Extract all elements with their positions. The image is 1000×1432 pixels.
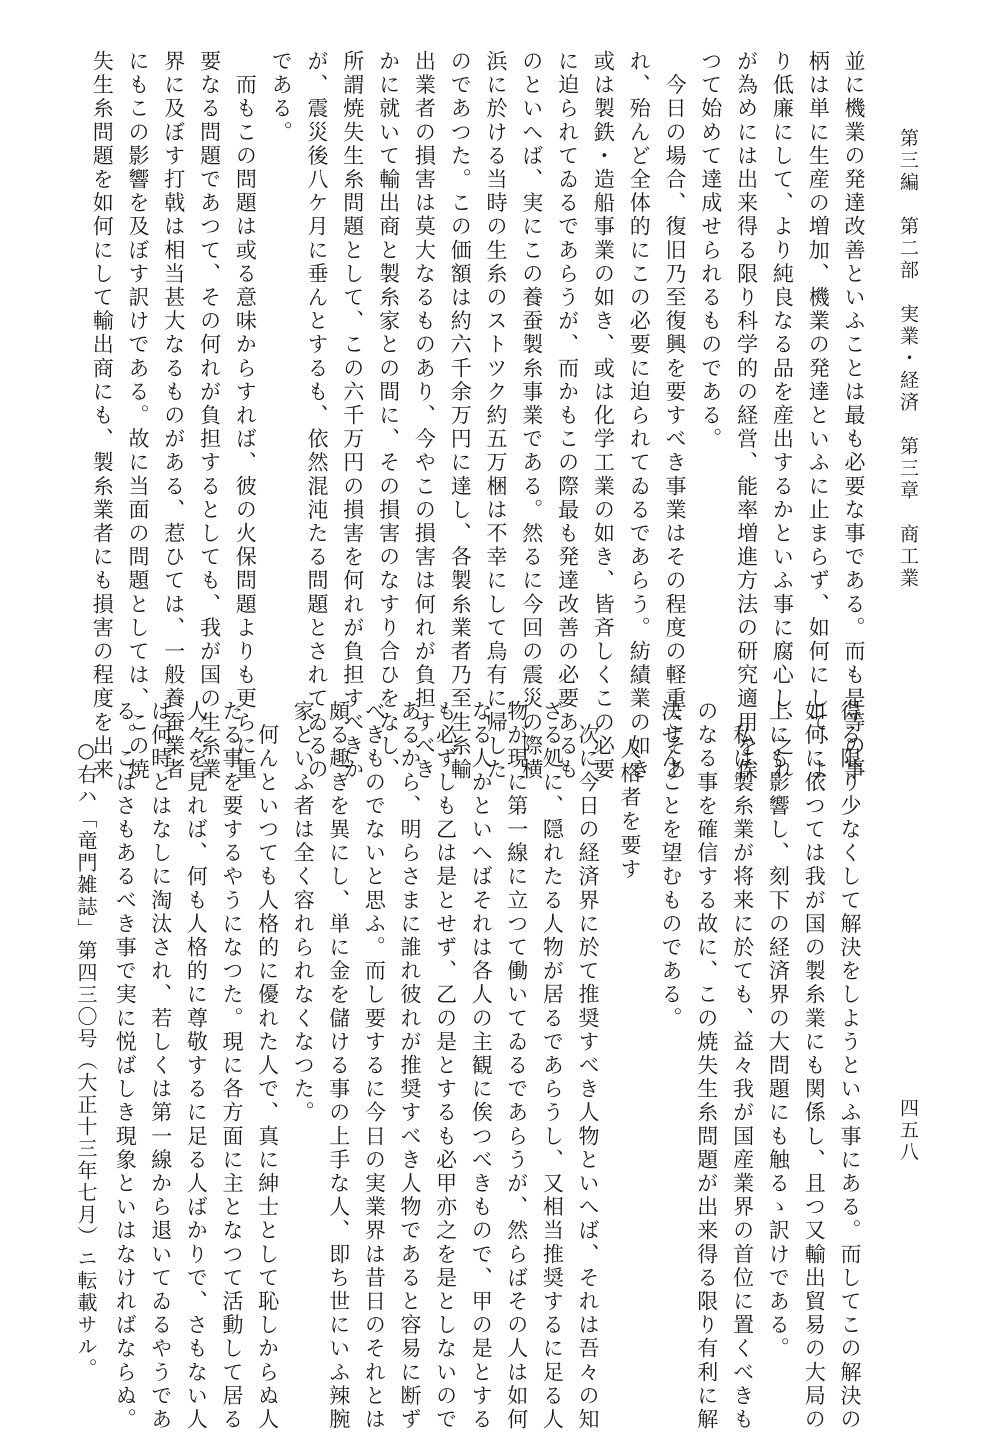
text-line: 今日の場合、復旧乃至復興を要すべき事業はその程度の軽重こそあ [663,50,687,782]
text-line: 私は製糸業が将来に於ても、益々我が国産業界の首位に置くべきも [730,700,755,1432]
text-line: 次に今日の経済界に於て推奨すべき人物といへば、それは吾々の知 [576,700,600,1432]
section-heading: 人格者を要す [618,738,642,882]
text-line: にもこの影響を及ぼす訳けである。故に当面の問題としては、この焼 [126,50,150,782]
text-line: 界に及ぼす打戟は相当甚大なるものがある、惹ひては、一般養蚕業者 [161,50,186,782]
text-line: り低廉にして、より純良なる品を産出するかといふ事に腐心し、之れ [770,50,795,782]
text-line: つて始めて達成せられるものである。 [698,50,723,452]
text-line: のといへば、実にこの養蚕製糸事業である。然るに今回の震災の際横 [519,50,544,782]
text-line: 頗る趣きを異にし、単に金を儲ける事の上手な人、即ち世にいふ辣腕 [326,700,351,1432]
text-line: は何時とはなしに淘汰され、若しくは第一線から退いてゐるやうであ [148,700,173,1432]
text-line: 要なる問題であつて、その何れが負担するとしても、我が国の生糸業 [197,50,222,782]
text-line: たる事を要するやうになつた。現に各方面に主となつて活動して居る [220,700,244,1432]
text-line: が為めには出来得る限り科学的の経営、能率増進方法の研究適用を俟 [734,50,759,782]
text-line: かに就いて輸出商と製糸家との間に、その損害のなすり合ひをなし、 [376,50,401,782]
text-line: なる人かといへばそれは各人の主観に俟つべきもので、甲の是とする [469,700,494,1432]
text-line: る。こはさもあるべき事で実に悦ばしき現象といはなければならぬ。 [113,700,138,1432]
text-line: 人々を見れば、何も人格的に尊敬するに足る人ばかりで、さもない人 [184,700,209,1432]
text-line: 失生糸問題を如何にして輸出商にも、製糸業者にも損害の程度を出来 [90,50,115,782]
text-line: も必ずしも乙は是とせず、乙の是とするも必甲亦之を是としないので [433,700,458,1432]
text-line: 或は製鉄・造船事業の如き、或は化学工業の如き、皆斉しくこの必要 [591,50,616,782]
text-line: 出業者の損害は莫大なるものあり、今やこの損害は何れが負担すべき [412,50,437,782]
bottom-text-block-1 [650,690,870,1432]
text-line: れ、殆んど全体的にこの必要に迫られてゐるであらう。紡績業の如き [627,50,652,782]
text-line: 而もこの問題は或る意味からすれば、彼の火保問題よりも更らに重 [233,50,258,782]
top-text-block [70,40,870,782]
text-line: 物が現に第一線に立つて働いてゐるであらうが、然らばその人は如何 [504,700,529,1432]
text-line: ざる処に、隠れたる人物が居るであらうし、又相当推奨するに足る人 [540,700,565,1432]
text-line: 並に機業の発達改善といふことは最も必要な事である。而も是等の事 [842,50,866,782]
text-line: 得る限り少なくして解決をしようといふ事にある。而してこの解決の [838,700,862,1432]
source-note: ○右ハ「竜門雑誌」第四三〇号（大正十三年七月）ニ転載サル。 [74,738,98,1380]
running-title: 第三編 第二部 実業・経済 第三章 商工業 [897,128,919,590]
page-number: 四五八 [897,1098,919,1164]
text-line: 家といふ者は全く容れられなくなつた。 [291,700,316,1125]
text-line: 所謂焼失生糸問題として、この六千万円の損害を何れが負担すべきか [340,50,365,782]
text-line: 決せんことを望むものである。 [659,700,683,1031]
text-line: 何んといつても人格的に優れた人で、真に紳士として恥しからぬ人 [255,700,280,1432]
text-line: 如何に依つては我が国の製糸業にも関係し、且つ又輸出貿易の大局の [802,700,827,1432]
bottom-text-block-2 [100,690,600,1432]
text-line: 浜に於ける当時の生糸のストツク約五万梱は不幸にして烏有に帰した [484,50,508,782]
text-line: のであつた。この価額は約六千余万円に達し、各製糸業者乃至生糸輸 [448,50,473,782]
text-line: のなる事を確信する故に、この焼失生糸問題が出来得る限り有利に解 [694,700,719,1432]
text-line: である。 [269,50,294,145]
text-line: が、震災後八ケ月に垂んとするも、依然混沌たる問題とされてゐるの [305,50,329,782]
text-line: あるから、明らさまに誰れ彼れが推奨すべき人物であると容易に断ず [398,700,422,1432]
text-line: 上にも影響し、刻下の経済界の大問題にも触るゝ訳けである。 [766,700,791,1361]
text-line: に迫られてゐるであらうが、而かもこの際最も発達改善の必要あるも [555,50,580,782]
text-line: べきものでないと思ふ。而し要するに今日の実業界は昔日のそれとは [362,700,387,1432]
text-line: 柄は単に生産の増加、機業の発達といふに止まらず、如何にして、よ [806,50,831,782]
